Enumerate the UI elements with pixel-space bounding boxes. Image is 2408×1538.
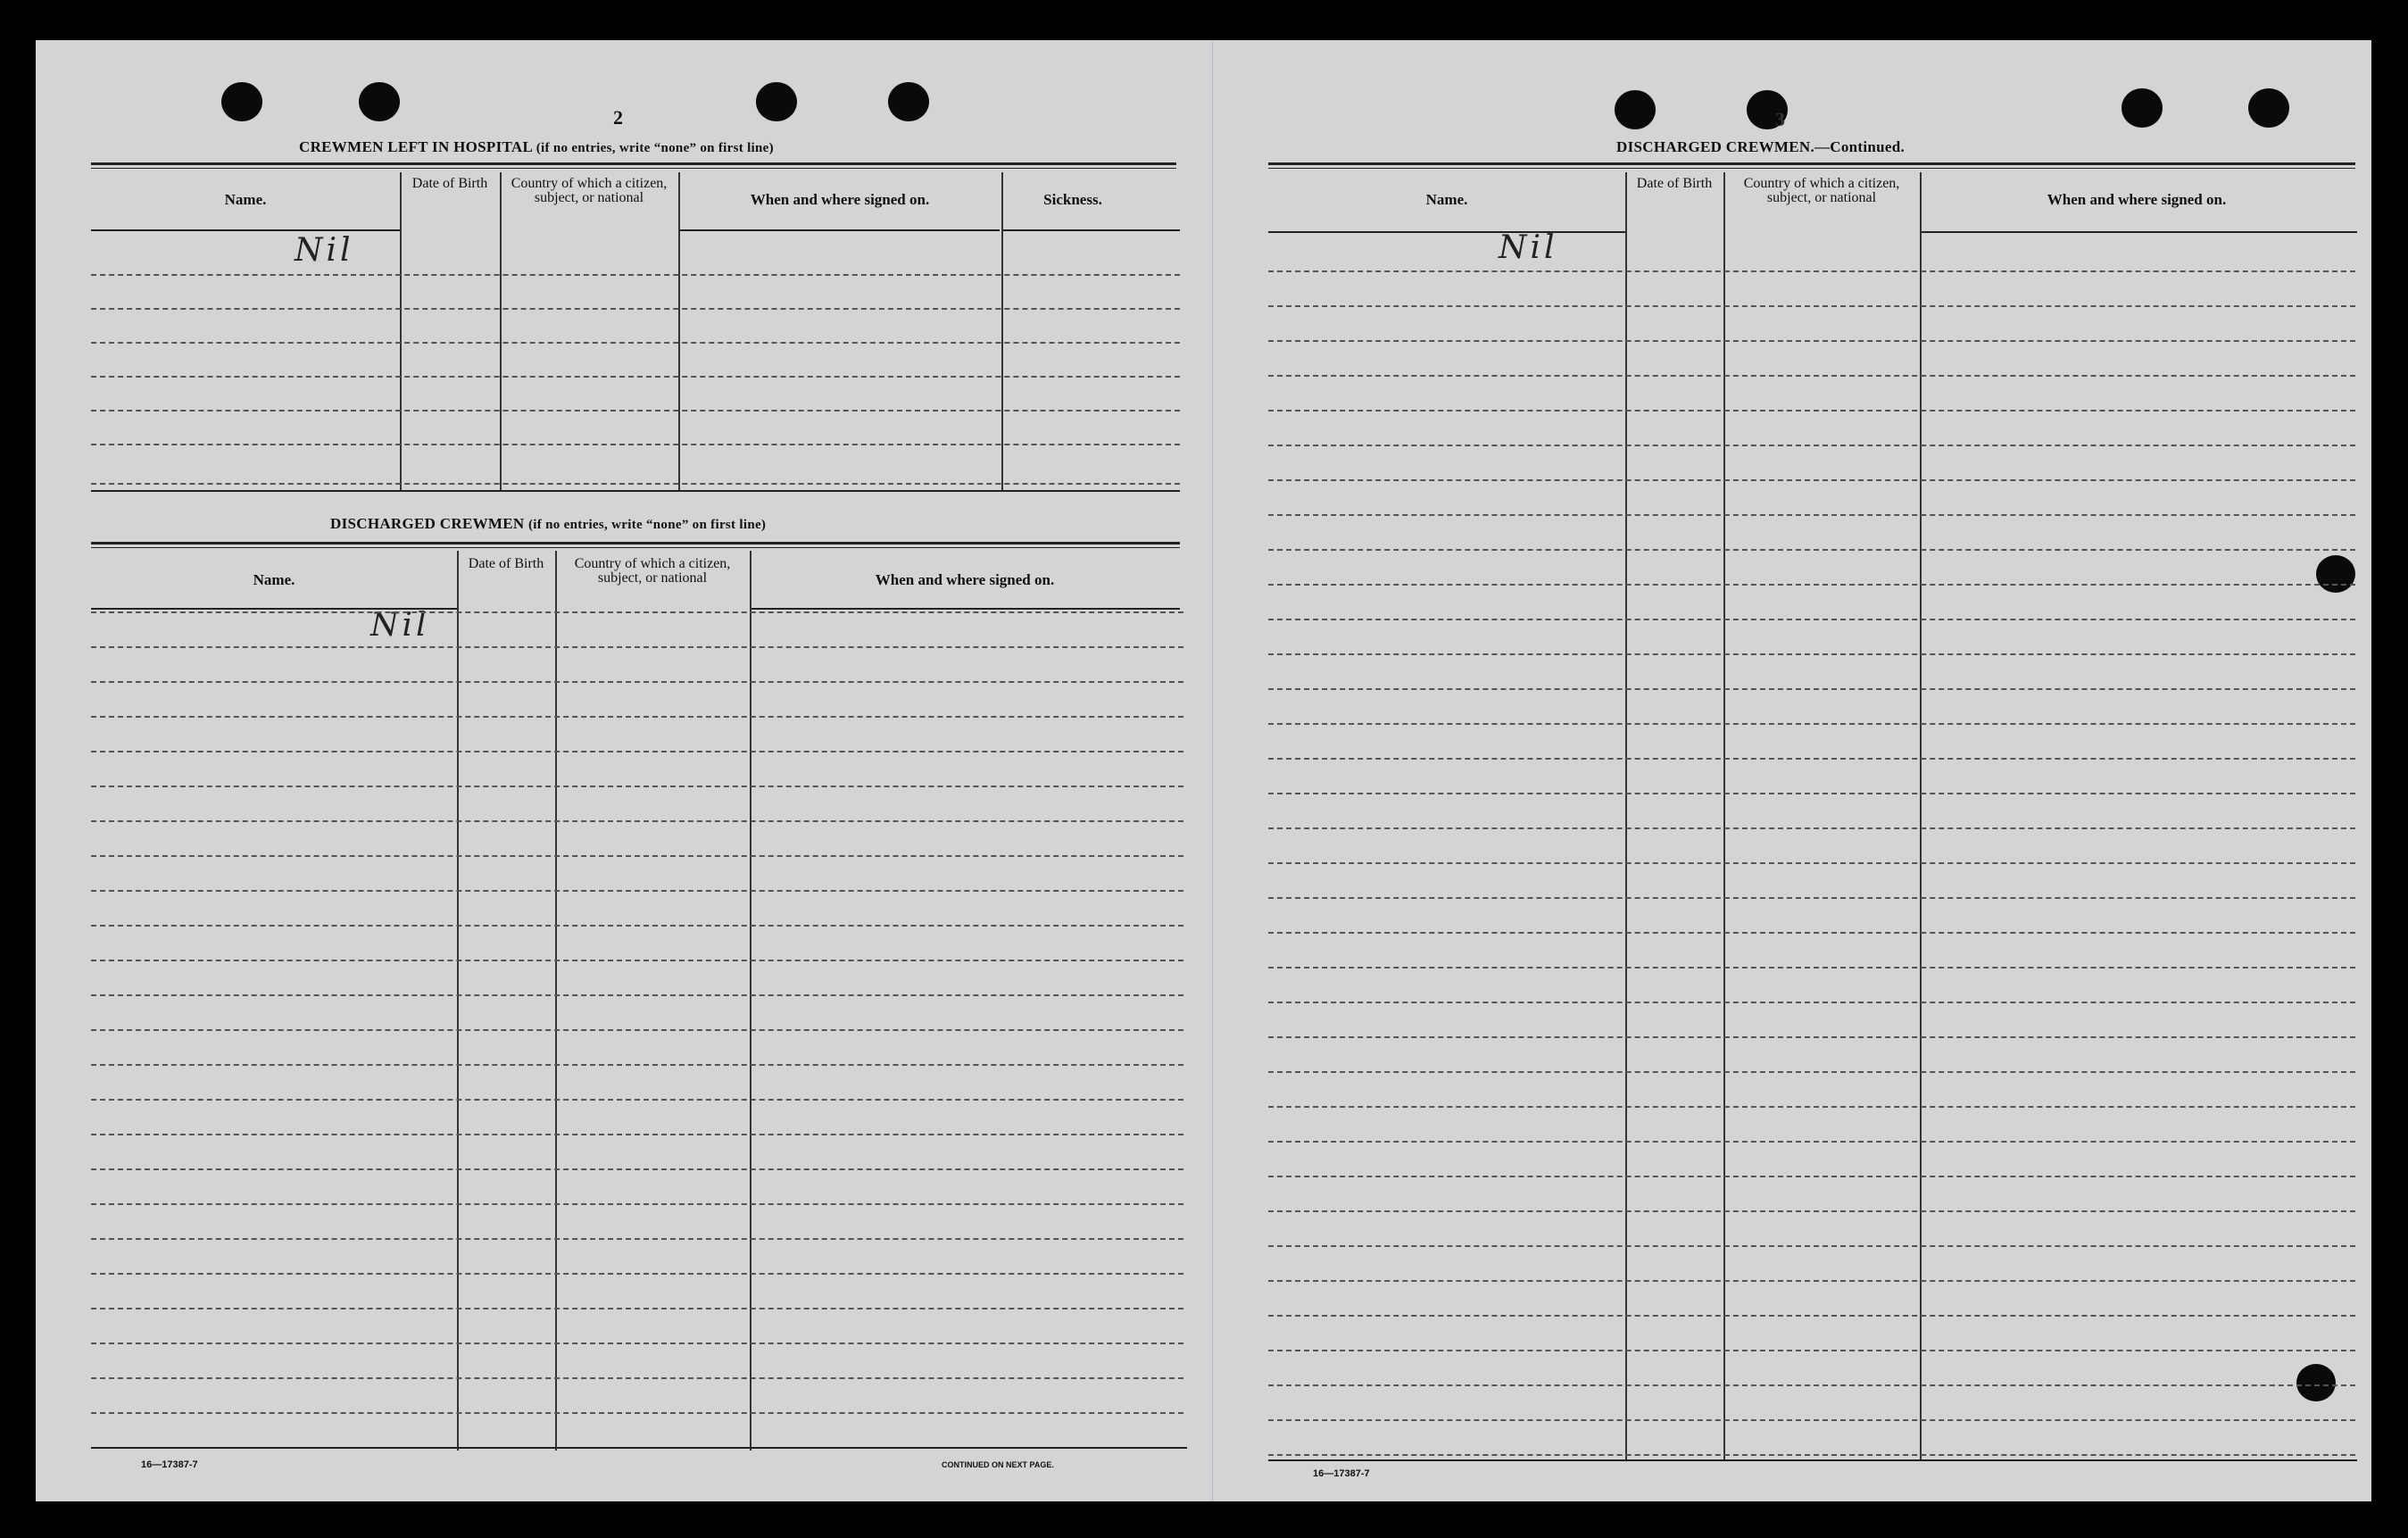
entry-line	[91, 960, 1183, 961]
entry-line	[1268, 1419, 2355, 1421]
entry-line	[91, 1029, 1183, 1031]
discharged-handwritten-entry: Nil	[370, 607, 430, 644]
entry-line	[1268, 1315, 2355, 1317]
discharged-section-title	[330, 515, 766, 533]
discharged-col-name: Name.	[253, 571, 295, 588]
continued-header-rule	[1920, 231, 2357, 233]
entry-line	[91, 890, 1183, 892]
punch-hole-icon	[2316, 555, 2355, 593]
punch-hole-icon	[359, 82, 400, 121]
entry-line	[1268, 1176, 2355, 1177]
entry-line	[91, 1377, 1183, 1379]
entry-line	[1268, 410, 2355, 412]
hospital-col-name: Name.	[224, 191, 267, 208]
punch-hole-icon	[2296, 1364, 2336, 1401]
entry-line	[1268, 270, 2355, 272]
punch-hole-icon	[2122, 88, 2163, 128]
page-number: 3	[1775, 108, 1785, 130]
entry-line	[1268, 688, 2355, 690]
entry-line	[91, 1134, 1183, 1135]
hospital-header-rule	[91, 229, 400, 231]
entry-line	[1268, 827, 2355, 829]
continued-col-country: Country of which a citizen, subject, or national	[1743, 176, 1900, 205]
discharged-bottom-rule	[91, 1447, 1187, 1449]
hospital-entry-line	[91, 376, 1180, 378]
entry-line	[1268, 1280, 2355, 1282]
entry-line	[91, 1273, 1183, 1275]
discharged-col-dob: Date of Birth	[468, 556, 544, 571]
continued-note: CONTINUED ON NEXT PAGE.	[942, 1460, 1054, 1469]
entry-line	[1268, 1454, 2355, 1456]
entry-line	[1268, 967, 2355, 969]
entry-line	[1268, 1002, 2355, 1003]
entry-line	[91, 1203, 1183, 1205]
continued-header-rule	[1268, 231, 1625, 233]
entry-line	[1268, 305, 2355, 307]
hospital-entry-line	[91, 342, 1180, 344]
entry-line	[91, 1064, 1183, 1066]
continued-col-name: Name.	[1425, 191, 1468, 208]
entry-line	[1268, 897, 2355, 899]
form-number: 16—17387-7	[1313, 1468, 1370, 1479]
right-form-page	[1212, 40, 2371, 1501]
discharged-title-note: (if no entries, write “none” on first line)	[528, 518, 767, 532]
page-number: 2	[613, 106, 623, 129]
entry-line	[1268, 932, 2355, 934]
entry-line	[91, 1168, 1183, 1170]
discharged-col-divider	[750, 551, 751, 1451]
entry-line	[1268, 584, 2355, 586]
entry-line	[1268, 340, 2355, 342]
hospital-header-rule	[678, 229, 1000, 231]
entry-line	[1268, 1245, 2355, 1247]
punch-hole-icon	[756, 82, 797, 121]
entry-line	[1268, 1036, 2355, 1038]
entry-line	[1268, 514, 2355, 516]
entry-line	[1268, 1210, 2355, 1212]
entry-line	[91, 820, 1183, 822]
continued-bottom-rule	[1268, 1459, 2357, 1461]
entry-line	[1268, 1350, 2355, 1351]
continued-col-divider	[1920, 172, 1922, 1459]
entry-line	[1268, 479, 2355, 481]
entry-line	[91, 925, 1183, 927]
discharged-col-country: Country of which a citizen, subject, or national	[574, 556, 731, 586]
hospital-header-rule	[1001, 229, 1180, 231]
punch-hole-icon	[1615, 90, 1656, 129]
entry-line	[1268, 1384, 2355, 1386]
entry-line	[1268, 1071, 2355, 1073]
hospital-title-text: CREWMEN LEFT IN HOSPITAL	[299, 138, 533, 155]
hospital-entry-line	[91, 308, 1180, 310]
continued-top-rule	[1268, 162, 2355, 169]
hospital-section-title	[299, 138, 774, 156]
entry-line	[1268, 758, 2355, 760]
entry-line	[1268, 549, 2355, 551]
discharged-col-divider	[555, 551, 557, 1451]
discharged-continued-title: DISCHARGED CREWMEN.—Continued.	[1616, 138, 1906, 155]
entry-line	[91, 1099, 1183, 1101]
hospital-col-dob: Date of Birth	[411, 176, 488, 191]
entry-line	[91, 786, 1183, 787]
discharged-header-rule	[750, 608, 1180, 610]
entry-line	[91, 855, 1183, 857]
entry-line	[1268, 723, 2355, 725]
continued-handwritten-entry: Nil	[1499, 229, 1558, 266]
hospital-entry-line	[91, 444, 1180, 445]
hospital-handwritten-entry: Nil	[295, 232, 354, 269]
entry-line	[1268, 1141, 2355, 1143]
discharged-top-rule	[91, 542, 1180, 548]
punch-hole-icon	[221, 82, 262, 121]
continued-col-signed-on: When and where signed on.	[2047, 191, 2227, 208]
punch-hole-icon	[888, 82, 929, 121]
form-number: 16—17387-7	[141, 1459, 198, 1470]
hospital-bottom-rule	[91, 490, 1180, 492]
entry-line	[91, 1238, 1183, 1240]
discharged-col-signed-on: When and where signed on.	[875, 571, 1055, 588]
entry-line	[1268, 619, 2355, 620]
continued-col-divider	[1625, 172, 1627, 1459]
entry-line	[1268, 793, 2355, 794]
left-form-page	[36, 40, 1212, 1501]
entry-line	[1268, 1106, 2355, 1108]
entry-line	[91, 1343, 1183, 1344]
hospital-col-sickness: Sickness.	[1043, 191, 1102, 208]
entry-line	[91, 611, 1183, 613]
discharged-col-divider	[457, 551, 459, 1451]
hospital-entry-line	[91, 410, 1180, 412]
punch-hole-icon	[2248, 88, 2289, 128]
entry-line	[91, 681, 1183, 683]
hospital-entry-line	[91, 274, 1180, 276]
entry-line	[1268, 862, 2355, 864]
continued-col-dob: Date of Birth	[1636, 176, 1713, 191]
entry-line	[91, 646, 1183, 648]
hospital-title-note: (if no entries, write “none” on first line)	[536, 141, 774, 155]
entry-line	[1268, 653, 2355, 655]
continued-col-divider	[1723, 172, 1725, 1459]
hospital-entry-line	[91, 483, 1180, 485]
entry-line	[91, 716, 1183, 718]
entry-line	[91, 751, 1183, 752]
entry-line	[91, 1308, 1183, 1309]
discharged-title-text: DISCHARGED CREWMEN	[330, 515, 525, 532]
entry-line	[91, 1412, 1183, 1414]
entry-line	[1268, 375, 2355, 377]
entry-line	[1268, 445, 2355, 446]
hospital-top-rule	[91, 162, 1176, 169]
entry-line	[91, 994, 1183, 996]
hospital-col-signed-on: When and where signed on.	[750, 191, 930, 208]
hospital-col-country: Country of which a citizen, subject, or national	[511, 176, 668, 205]
